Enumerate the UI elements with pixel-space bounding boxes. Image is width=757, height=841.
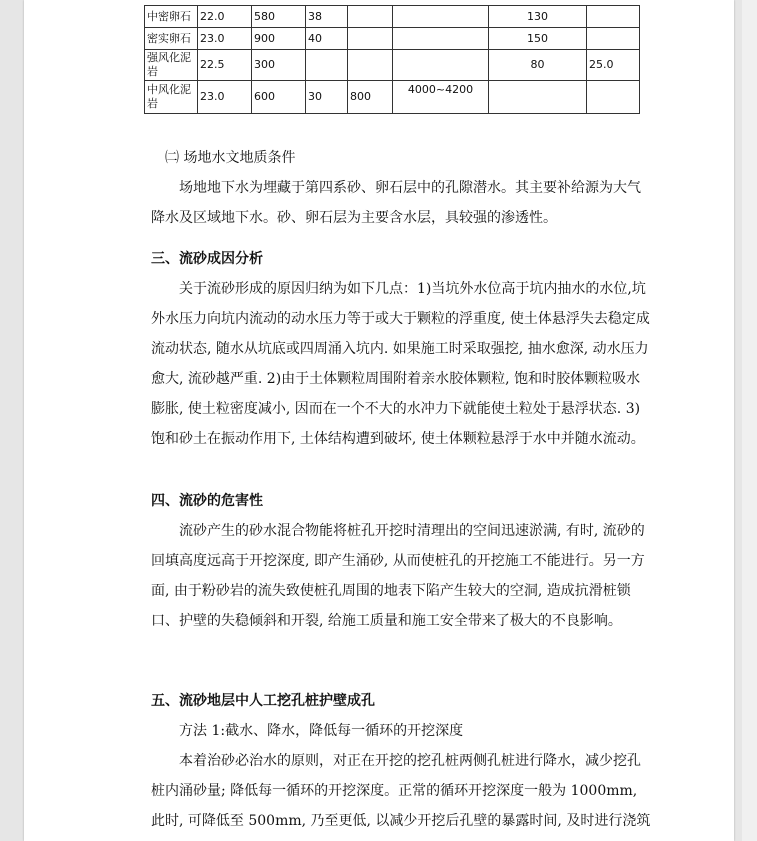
table-cell: 中密卵石 [145, 6, 198, 28]
section-heading: 五、流砂地层中人工挖孔桩护壁成孔 [151, 693, 375, 709]
paragraph: 关于流砂形成的原因归纳为如下几点：1)当坑外水位高于坑内抽水的水位,坑外水压力向坑内流动的动水压力等于或大于颗粒的浮重度, 使土体悬浮失去稳定成流动状态, 随水从坑底或四周涌入坑内. 如果施工时采取强挖, 抽水愈深, 动水压力愈大, 流砂越严重. 2)由于土体颗粒周围附着亲水胶体颗粒, 饱和时胶体颗粒吸水膨胀, 使土粒密度减小, 因而在一个不大的水冲力下就能使土粒处于悬浮状态. 3)饱和砂土在振动作用下, 土体结构遭到破坏, 使土体颗粒悬浮于水中并随水流动。 [151, 281, 650, 447]
paragraph: 流砂产生的砂水混合物能将桩孔开挖时清理出的空间迅速淤满, 有时, 流砂的回填高度远高于开挖深度, 即产生涌砂, 从而使桩孔的开挖施工不能进行。另一方面, 由于粉砂岩的流失致使桩孔周围的地表下陷产生较大的空洞, 造成抗滑桩锁口、护壁的失稳倾斜和开裂, 给施工质量和施工安全带来了极大的不良影响。 [151, 523, 645, 629]
table-cell: 600 [252, 81, 306, 114]
table-cell: 23.0 [198, 28, 252, 50]
vertical-scrollbar[interactable] [742, 0, 757, 841]
table-cell [393, 28, 489, 50]
table-cell: 800 [348, 81, 393, 114]
table-cell: 580 [252, 6, 306, 28]
table-cell: 25.0 [587, 50, 640, 81]
section-heading: 四、流砂的危害性 [151, 493, 263, 509]
table-cell: 130 [489, 6, 587, 28]
table-row [145, 6, 640, 28]
table-cell: 强风化泥岩 [145, 50, 198, 81]
table-row [145, 28, 640, 50]
section-5 [151, 686, 651, 836]
table-cell: 密实卵石 [145, 28, 198, 50]
table-cell: 40 [306, 28, 348, 50]
section-heading: 三、流砂成因分析 [151, 251, 263, 267]
table-cell [587, 28, 640, 50]
document-page [24, 0, 734, 841]
table-row [145, 50, 640, 81]
table-cell: 22.5 [198, 50, 252, 81]
soil-parameter-table [144, 5, 640, 114]
table-cell: 30 [306, 81, 348, 114]
table-cell: 23.0 [198, 81, 252, 114]
section-heading: ㈡ 场地水文地质条件 [165, 150, 296, 166]
table-cell [393, 50, 489, 81]
table-cell: 中风化泥岩 [145, 81, 198, 114]
table-cell: 150 [489, 28, 587, 50]
section-4 [151, 486, 651, 636]
table-cell: 22.0 [198, 6, 252, 28]
section-2 [151, 143, 651, 233]
table-cell: 80 [489, 50, 587, 81]
table-cell [489, 81, 587, 114]
paragraph: 场地地下水为埋藏于第四系砂、卵石层中的孔隙潜水。其主要补给源为大气降水及区域地下水。砂、卵石层为主要含水层，具较强的渗透性。 [151, 180, 641, 226]
table-cell [306, 50, 348, 81]
table-cell [587, 81, 640, 114]
table-row [145, 81, 640, 114]
table-cell: 300 [252, 50, 306, 81]
table-cell: 900 [252, 28, 306, 50]
table-cell [348, 50, 393, 81]
table-cell [587, 6, 640, 28]
paragraph: 本着治砂必治水的原则，对正在开挖的挖孔桩两侧孔桩进行降水，减少挖孔桩内涌砂量; 降低每一循环的开挖深度。正常的循环开挖深度一般为 1000mm, 此时, 可降低至 500mm, 乃至更低, 以减少开挖后孔壁的暴露时间, 及时进行浇筑 [151, 753, 651, 829]
table-cell [348, 28, 393, 50]
table-cell: 38 [306, 6, 348, 28]
method-heading: 方法 1:截水、降水，降低每一循环的开挖深度 [179, 723, 464, 739]
table-cell [348, 6, 393, 28]
table-cell [393, 6, 489, 28]
table-cell: 4000~4200 [393, 81, 489, 114]
section-3 [151, 244, 651, 454]
